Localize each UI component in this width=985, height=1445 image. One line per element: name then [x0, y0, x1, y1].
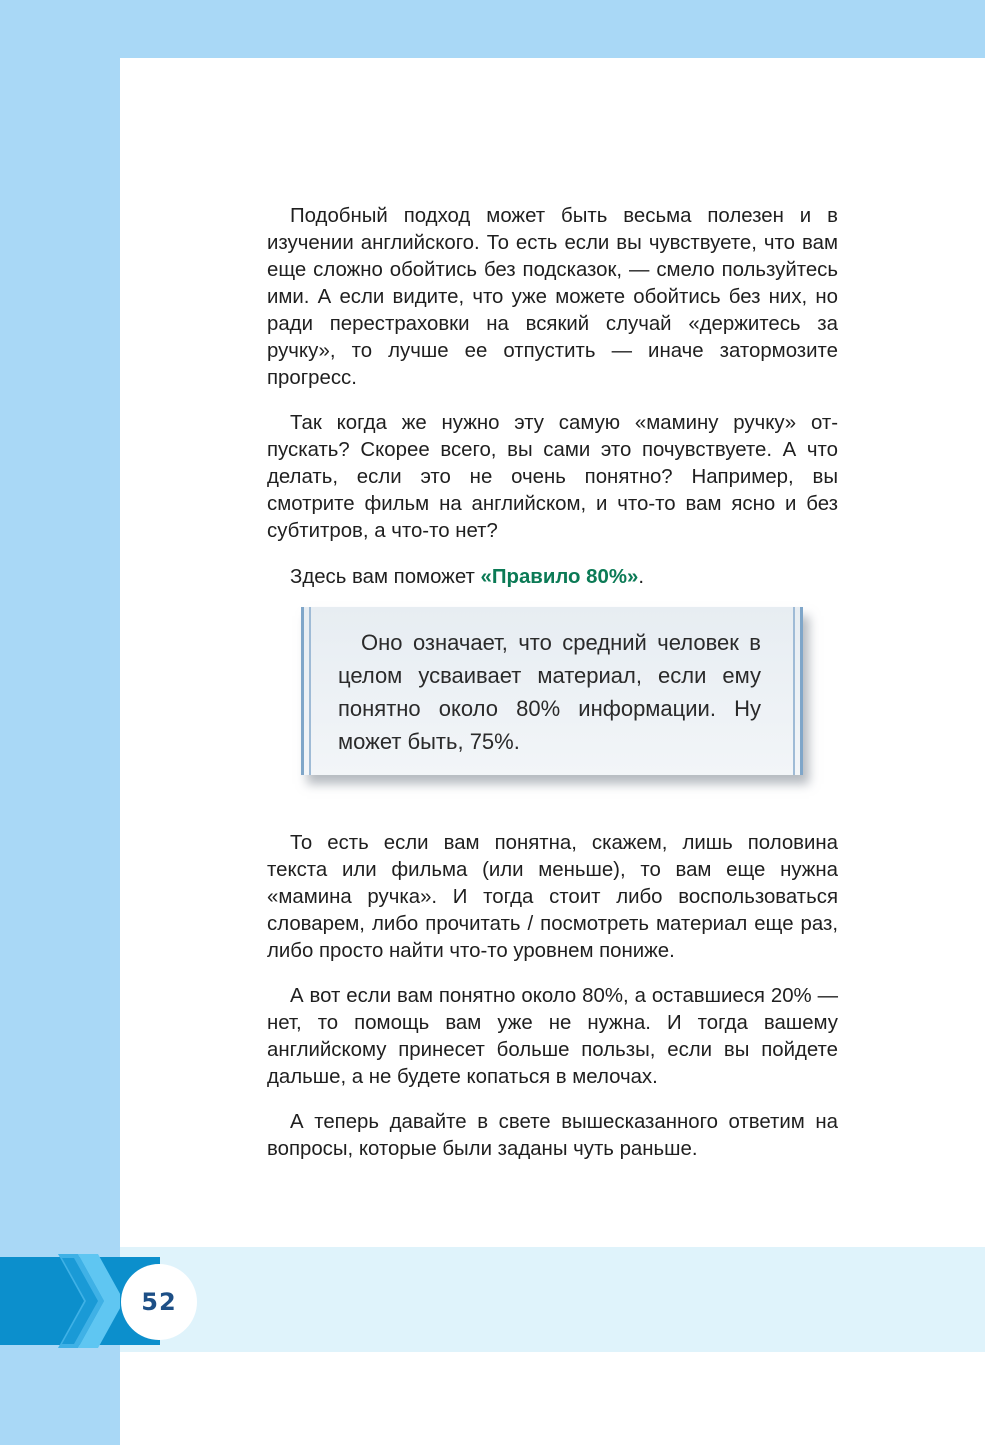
paragraph-5: А вот если вам понятно около 80%, а оставшиеся 20% — нет, то помощь вам уже не нужна. И тогда вашему английскому принесет больше пользы, если вы пойдете дальше, а не будете копаться в мелочах.	[267, 985, 838, 1088]
paragraph-3	[267, 564, 838, 591]
paragraph-3-prefix: Здесь вам поможет	[290, 566, 481, 588]
quote-border-right-inner	[793, 607, 795, 775]
footer-band	[120, 1247, 985, 1352]
paragraph-4: То есть если вам понятна, скажем, лишь половина текста или фильма (или меньше), то вам еще нужна «мамина ручка». И тогда стоит либо воспользоваться словарем, либо прочитать / посмотреть материал еще раз, либо просто найти что-то уровнем пониже.	[267, 832, 838, 962]
left-margin	[0, 0, 120, 1445]
double-chevron-icon	[40, 1252, 120, 1350]
quote-border-left	[301, 607, 304, 775]
paragraph-3-suffix: .	[638, 566, 644, 588]
quote-box	[301, 607, 803, 775]
quote-border-right	[800, 607, 803, 775]
paragraph-2: Так когда же нужно эту самую «мамину ручку» отпускать? Скорее всего, вы сами это почувствуете. А что делать, если это не очень понятно? Например, вы смотрите фильм на английском, и что-то вам ясно и без субтитров, а что-то нет?	[267, 412, 838, 542]
quote-border-left-inner	[309, 607, 311, 775]
paragraph-1: Подобный подход может быть весьма полезен и в изучении английского. То есть если вы чувствуете, что вам еще сложно обойтись без подсказок, — смело пользуйтесь ими. А если видите, что уже можете обойтись без них, но ради перестраховки на всякий случай «держитесь за ручку», то лучше ее отпустить — иначе затормозите прогресс.	[267, 205, 838, 389]
page-number: 52	[141, 1288, 177, 1316]
page-number-badge	[121, 1264, 197, 1340]
quote-text: Оно означает, что средний человек в целом усваивает материал, если ему понятно около 80% информации. Ну может быть, 75%.	[338, 630, 761, 754]
paragraph-6: А теперь давайте в свете вышесказанного ответим на вопросы, которые были заданы чуть раньше.	[267, 1111, 838, 1160]
rule-80-percent-highlight: «Правило 80%»	[480, 566, 639, 588]
top-margin	[0, 0, 985, 58]
